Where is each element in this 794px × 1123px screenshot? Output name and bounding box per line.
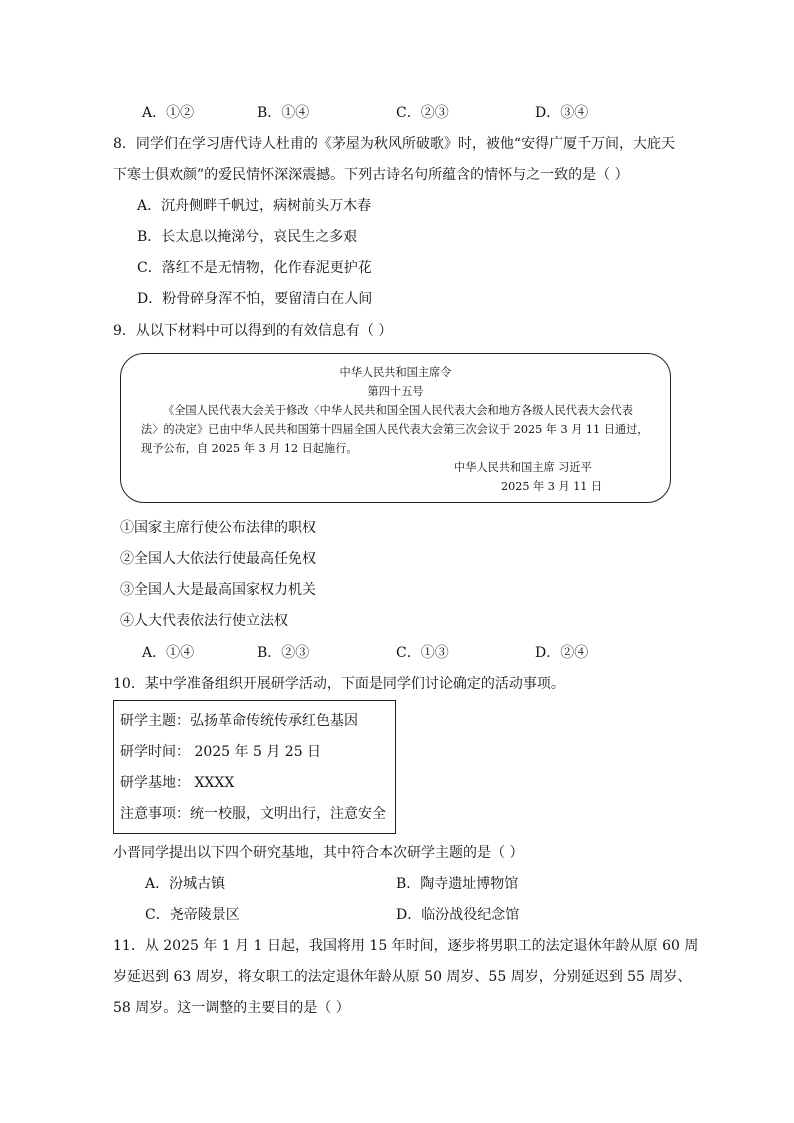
q8-option-b[interactable]: B．长太息以掩涕兮，哀民生之多艰	[137, 229, 358, 245]
q10-option-d[interactable]: D．临汾战役纪念馆	[396, 907, 520, 923]
q8-option-a[interactable]: A．沉舟侧畔千帆过，病树前头万木春	[137, 198, 372, 214]
q7-option-d[interactable]: D．③④	[535, 105, 589, 121]
q9-stem: 9．从以下材料中可以得到的有效信息有（ ）	[113, 323, 393, 339]
plan-theme: 研学主题：弘扬革命传统传承红色基因	[120, 713, 358, 729]
q10-stem: 10．某中学准备组织开展研学活动，下面是同学们讨论确定的活动事项。	[113, 676, 565, 692]
decree-date: 2025 年 3 月 11 日	[501, 480, 603, 493]
q9-option-a[interactable]: A．①④	[142, 645, 195, 661]
q7-option-b[interactable]: B．①④	[257, 105, 310, 121]
plan-base: 研学基地： XXXX	[120, 775, 235, 791]
q9-statement-1: ①国家主席行使公布法律的职权	[120, 520, 316, 536]
q8-stem-line2: 下寒士俱欢颜”的爱民情怀深深震撼。下列古诗名句所蕴含的情怀与之一致的是（ ）	[113, 167, 629, 183]
q11-stem-line1: 11．从 2025 年 1 月 1 日起，我国将用 15 年时间，逐步将男职工的法定退休年龄从原 60 周	[113, 938, 699, 954]
study-plan-box	[113, 700, 396, 834]
q10-question: 小晋同学提出以下四个研究基地，其中符合本次研学主题的是（ ）	[113, 845, 524, 861]
q8-option-c[interactable]: C．落红不是无情物，化作春泥更护花	[137, 260, 372, 276]
q9-option-c[interactable]: C．①③	[396, 645, 449, 661]
q10-option-c[interactable]: C．尧帝陵景区	[145, 907, 240, 923]
decree-body-line2: 法〉的决定》已由中华人民共和国第十四届全国人民代表大会第三次会议于 2025 年 3 月 11 日通过，	[141, 423, 649, 436]
q9-statement-2: ②全国人大依法行使最高任免权	[120, 551, 316, 567]
decree-signer: 中华人民共和国主席 习近平	[454, 461, 592, 474]
q10-option-a[interactable]: A．汾城古镇	[145, 876, 226, 892]
q9-option-d[interactable]: D．②④	[535, 645, 589, 661]
q9-option-b[interactable]: B．②③	[257, 645, 310, 661]
q8-option-d[interactable]: D．粉骨碎身浑不怕，要留清白在人间	[137, 291, 373, 307]
plan-time: 研学时间： 2025 年 5 月 25 日	[120, 744, 322, 760]
plan-notes: 注意事项：统一校服，文明出行，注意安全	[120, 806, 386, 822]
q10-option-b[interactable]: B．陶寺遗址博物馆	[396, 876, 519, 892]
q8-stem-line1: 8．同学们在学习唐代诗人杜甫的《茅屋为秋风所破歌》时，被他“安得广厦千万间，大庇天	[113, 136, 676, 152]
q7-option-c[interactable]: C．②③	[396, 105, 449, 121]
decree-box	[120, 353, 671, 503]
q11-stem-line3: 58 周岁。这一调整的主要目的是（ ）	[113, 1000, 350, 1016]
decree-number: 第四十五号	[367, 385, 424, 398]
q9-statement-3: ③全国人大是最高国家权力机关	[120, 582, 316, 598]
q9-statement-4: ④人大代表依法行使立法权	[120, 613, 288, 629]
q11-stem-line2: 岁延迟到 63 周岁，将女职工的法定退休年龄从原 50 周岁、55 周岁，分别延迟到 55 周岁、	[113, 969, 692, 985]
decree-body-line3: 现予公布，自 2025 年 3 月 12 日起施行。	[141, 442, 358, 455]
q7-option-a[interactable]: A．①②	[142, 105, 195, 121]
decree-title: 中华人民共和国主席令	[339, 366, 452, 379]
decree-body-line1: 《全国人民代表大会关于修改〈中华人民共和国全国人民代表大会和地方各级人民代表大会代表	[163, 404, 633, 417]
